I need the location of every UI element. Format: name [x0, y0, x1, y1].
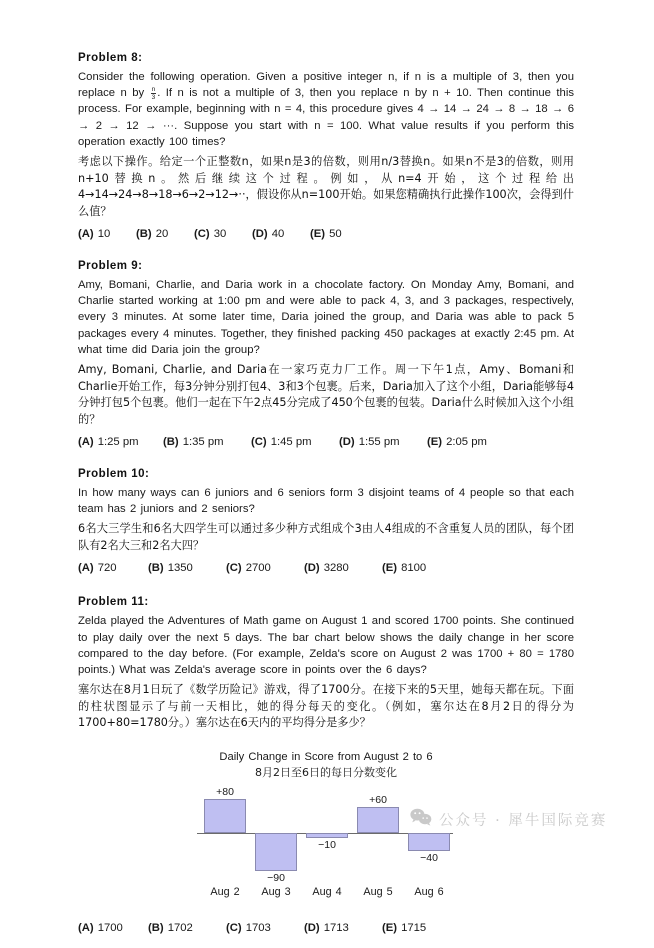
choice-c-label: (C)	[226, 921, 242, 934]
choice-b-label: (B)	[163, 436, 179, 449]
choice-d-value: 1713	[323, 921, 349, 934]
choice-e-value: 1715	[401, 921, 427, 934]
choice-c-label: (C)	[226, 562, 242, 575]
problem-title-10: Problem 10:	[78, 468, 150, 481]
problem-8-en-part2: . If n is not a multiple of 3, then you replace n by n + 10. Then continue this process. For example, beginning with n = 4, this procedure gives 4 → 14 → 24 → 8 → 18 → 6 → 2 → 12 → ···. Suppose you start with n = 100. What value results if you perform this operation exactly 100 times?	[78, 87, 574, 148]
problem-10-chinese: 6名大三学生和6名大四学生可以通过多少种方式组成个3由人4组成的不含重复人员的团队，每个团队有2名大三和2名大四？	[78, 522, 574, 552]
choice-b-value: 1702	[167, 921, 193, 934]
problem-8-english	[78, 69, 574, 150]
choice-e-label: (E)	[427, 436, 443, 449]
bar-label-aug-6: −40	[420, 851, 438, 864]
choice-c-value: 1703	[245, 921, 271, 934]
choice-d	[339, 436, 427, 448]
choice-b-label: (B)	[148, 562, 164, 575]
problem-8-choices	[78, 228, 574, 240]
problem-block-10	[78, 468, 574, 574]
fraction-numerator: n	[151, 86, 156, 94]
chart-title-zh: 8月2日至6日的每日分数变化	[255, 765, 397, 779]
x-tick-aug-4: Aug 4	[312, 885, 342, 898]
choice-c	[251, 436, 339, 448]
choice-a	[78, 922, 148, 934]
chart-plot-area	[78, 786, 574, 904]
choice-a-label: (A)	[78, 228, 94, 241]
problem-9-choices	[78, 436, 574, 448]
choice-d-value: 3280	[323, 562, 349, 575]
choice-b	[148, 562, 226, 574]
bar-aug-5	[357, 807, 399, 833]
choice-a	[78, 436, 163, 448]
choice-e-label: (E)	[382, 921, 398, 934]
choice-d-label: (D)	[304, 562, 320, 575]
choice-a	[78, 562, 148, 574]
bar-label-aug-2: +80	[216, 785, 234, 798]
choice-e-value: 8100	[401, 562, 427, 575]
problem-10-english: In how many ways can 6 juniors and 6 seniors form 3 disjoint teams of 4 people so that each team has 2 juniors and 2 seniors?	[78, 487, 574, 516]
choice-c-label: (C)	[251, 436, 267, 449]
choice-c	[226, 922, 304, 934]
problem-title-8: Problem 8:	[78, 52, 143, 64]
choice-b-label: (B)	[148, 921, 164, 934]
choice-a-value: 1700	[97, 921, 123, 934]
choice-d-value: 40	[271, 228, 285, 241]
choice-d-label: (D)	[252, 228, 268, 241]
problem-8-chinese: 考虑以下操作。给定一个正整数n，如果n是3的倍数，则用n/3替换n。如果n不是3的倍数，则用n+10替换n。然后继续这个过程。例如，从n=4开始，这个过程给出4→14→24→8→18→6→2→12→··，假设你从n=100开始。如果您精确执行此操作100次，会得到什么值？	[78, 155, 574, 218]
choice-e	[427, 436, 487, 448]
choice-a	[78, 228, 136, 240]
bar-aug-4	[306, 833, 348, 838]
choice-a-label: (A)	[78, 436, 94, 449]
choice-c-value: 30	[213, 228, 227, 241]
bar-label-aug-4: −10	[318, 838, 336, 851]
problem-block-8	[78, 52, 574, 240]
choice-b-value: 20	[155, 228, 169, 241]
watermark	[410, 808, 607, 830]
choice-e	[310, 228, 342, 240]
problem-block-9	[78, 260, 574, 448]
chart-title-en: Daily Change in Score from August 2 to 6	[219, 750, 433, 763]
problem-10-choices	[78, 562, 574, 574]
choice-d	[304, 922, 382, 934]
choice-c	[194, 228, 252, 240]
choice-e-value: 2:05 pm	[446, 436, 487, 449]
choice-b	[163, 436, 251, 448]
x-tick-aug-5: Aug 5	[363, 885, 393, 898]
choice-a-value: 10	[97, 228, 111, 241]
bar-aug-6	[408, 833, 450, 851]
choice-e	[382, 922, 426, 934]
problem-block-11	[78, 596, 574, 933]
choice-d	[304, 562, 382, 574]
choice-d-label: (D)	[339, 436, 355, 449]
choice-b	[148, 922, 226, 934]
fraction-denominator: 3	[151, 94, 156, 102]
choice-e-label: (E)	[382, 562, 398, 575]
choice-b-value: 1350	[167, 562, 193, 575]
choice-e-value: 50	[329, 228, 342, 241]
bar-aug-2	[204, 799, 246, 833]
choice-e-label: (E)	[310, 228, 326, 241]
choice-d-label: (D)	[304, 921, 320, 934]
wechat-icon	[410, 808, 432, 830]
chart-title	[78, 750, 574, 780]
problem-9-chinese: Amy, Bomani, Charlie, and Daria在一家巧克力厂工作。周一下午1点，Amy、Bomani和Charlie开始工作，每3分钟分别打包4、3和3个包裹。后来，Daria加入了这个小组，Daria能够每4分钟打包5个包裹。他们一起在下午2点45分完成了450个包裹的包装。Daria什么时候加入这个小组的？	[78, 363, 574, 426]
choice-a-label: (A)	[78, 562, 94, 575]
choice-c-value: 2700	[245, 562, 271, 575]
choice-a-label: (A)	[78, 921, 94, 934]
x-tick-aug-6: Aug 6	[414, 885, 444, 898]
problem-title-9: Problem 9:	[78, 260, 143, 273]
x-tick-aug-2: Aug 2	[210, 885, 240, 898]
choice-b-label: (B)	[136, 228, 152, 241]
x-tick-aug-3: Aug 3	[261, 885, 291, 898]
choice-c-value: 1:45 pm	[270, 436, 312, 449]
choice-d	[252, 228, 310, 240]
watermark-text: 公众号 · 犀牛国际竞赛	[439, 812, 608, 829]
problem-11-english: Zelda played the Adventures of Math game on August 1 and scored 1700 points. She continued to play daily over the next 5 days. The bar chart below shows the daily change in her score compared to the day before. (For example, Zelda's score on August 2 was 1700 + 80 = 1780 points.) What was Zelda's average score in points over the 6 days?	[78, 615, 574, 677]
problem-title-11: Problem 11:	[78, 596, 149, 609]
choice-c	[226, 562, 304, 574]
bar-aug-3	[255, 833, 297, 871]
choice-e	[382, 562, 426, 574]
bar-label-aug-5: +60	[369, 793, 387, 806]
problem-8-en-part1: Consider the following operation. Given a positive integer n, if n is a multiple of 3, then you replace n by	[78, 71, 574, 100]
choice-a-value: 1:25 pm	[97, 436, 139, 449]
fraction-n-over-3	[151, 86, 157, 101]
problem-11-chinese: 塞尔达在8月1日玩了《数学历险记》游戏，得了1700分。在接下来的5天里，她每天都在玩。下面的柱状图显示了与前一天相比，她的得分每天的变化。（例如，塞尔达在8月2日的得分为1700+80=1780分。）塞尔达在6天内的平均得分是多少？	[78, 683, 574, 730]
choice-b	[136, 228, 194, 240]
problem-9-english: Amy, Bomani, Charlie, and Daria work in a chocolate factory. On Monday Amy, Bomani, and Charlie started working at 1:00 pm and were able to pack 4, 3, and 3 packages, respectively, every 3 minutes. At some later time, Daria joined the group, and Daria was able to pack 5 packages every 4 minutes. Together, they finished packing 450 packages at exactly 2:45 pm. At what time did Daria join the group?	[78, 279, 574, 356]
choice-b-value: 1:35 pm	[182, 436, 224, 449]
bar-label-aug-3: −90	[267, 871, 285, 884]
choice-c-label: (C)	[194, 228, 210, 241]
problem-11-choices	[78, 922, 574, 934]
choice-d-value: 1:55 pm	[358, 436, 400, 449]
choice-a-value: 720	[97, 562, 117, 575]
